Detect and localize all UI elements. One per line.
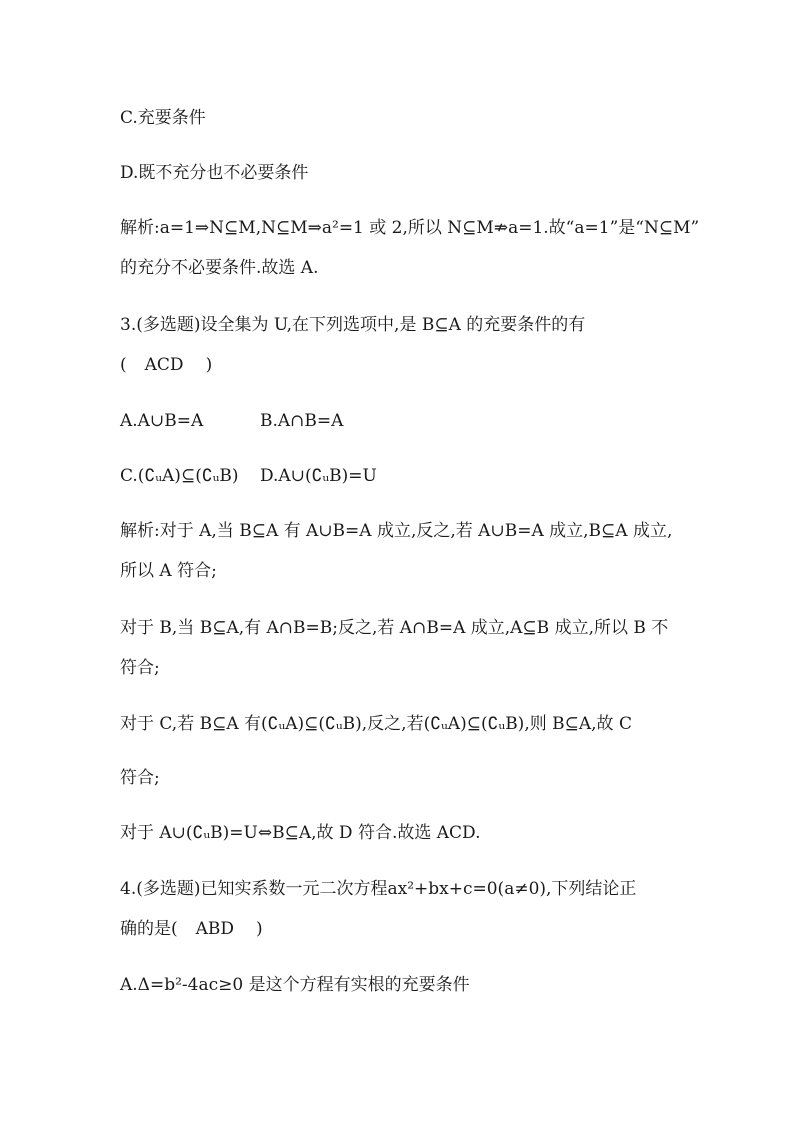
analysis-line: 所以 A 符合; [120, 561, 217, 581]
option-d: D.A∪(∁ᵤB)=U [260, 466, 377, 486]
analysis-line: 解析:对于 A,当 B⊆A 有 A∪B=A 成立,反之,若 A∪B=A 成立,B⊆A 成立, [120, 521, 673, 541]
analysis-line: 符合; [120, 658, 160, 678]
question-4-stem-end: 确的是( [120, 919, 178, 939]
option-a: A.Δ=b²-4ac≥0 是这个方程有实根的充要条件 [120, 975, 470, 995]
analysis-line: 符合; [120, 768, 160, 788]
answer-q3: ACD [144, 355, 184, 375]
analysis-line: 对于 C,若 B⊆A 有(∁ᵤA)⊆(∁ᵤB),反之,若(∁ᵤA)⊆(∁ᵤB),则 B⊆A,故 C [120, 714, 632, 734]
answer-q4: ABD [195, 919, 235, 939]
analysis-line: 对于 A∪(∁ᵤB)=U⇔B⊆A,故 D 符合.故选 ACD. [120, 823, 481, 843]
option-a: A.A∪B=A [120, 411, 204, 431]
question-4-answer-line: 确的是( ABD ) [120, 919, 263, 939]
analysis-line: 对于 B,当 B⊆A,有 A∩B=B;反之,若 A∩B=A 成立,A⊆B 成立,所以 B 不 [120, 618, 669, 638]
option-c-line: C.充要条件 [120, 108, 206, 128]
option-d-line: D.既不充分也不必要条件 [120, 163, 309, 183]
question-3-answer-line: ( ACD ) [120, 355, 213, 375]
option-b: B.A∩B=A [260, 411, 344, 431]
analysis-line: 的充分不必要条件.故选 A. [120, 258, 319, 278]
option-c: C.(∁ᵤA)⊆(∁ᵤB) [120, 466, 239, 486]
question-3-stem: 3.(多选题)设全集为 U,在下列选项中,是 B⊆A 的充要条件的有 [120, 315, 586, 335]
question-4-stem: 4.(多选题)已知实系数一元二次方程ax²+bx+c=0(a≠0),下列结论正 [120, 879, 637, 899]
analysis-line: 解析:a=1⇒N⊆M,N⊆M⇒a²=1 或 2,所以 N⊆M⇏a=1.故“a=1”是“N⊆M” [120, 218, 700, 238]
